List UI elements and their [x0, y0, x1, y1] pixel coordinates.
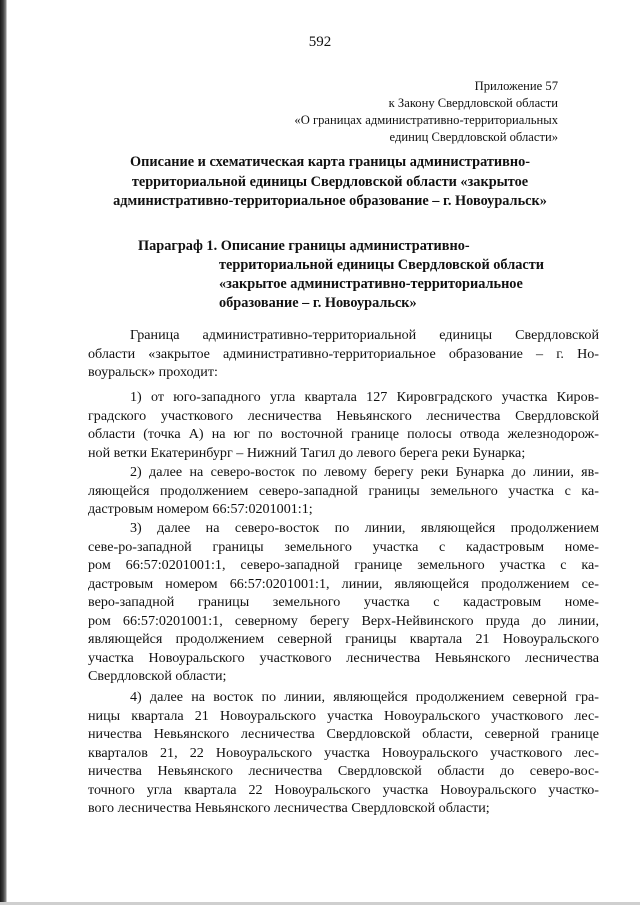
paragraph-line: точного угла квартала 22 Новоуральского участка Новоуральского участко-	[88, 781, 599, 798]
page-number: 592	[308, 34, 332, 50]
appendix-line: к Закону Свердловской области	[388, 96, 558, 110]
document-title	[60, 153, 600, 212]
appendix-reference	[258, 78, 558, 146]
section-heading-line: «закрытое административно-территориальное	[219, 276, 523, 292]
paragraph-item-3	[88, 519, 599, 686]
section-heading-line: образование – г. Новоуральск»	[219, 295, 417, 311]
paragraph-line: дастровым номером 66:57:0201001:1, линии, являющейся продолжением се-	[88, 575, 599, 592]
paragraph-intro	[88, 326, 599, 382]
appendix-line: «О границах административно-территориальных	[294, 113, 558, 127]
appendix-line: единиц Свердловской области»	[389, 130, 558, 144]
paragraph-line: севе-ро-западной границы земельного участка с кадастровым номе-	[88, 538, 599, 555]
paragraph-line: ной ветки Екатеринбург – Нижний Тагил до левого берега реки Бунарка;	[88, 444, 526, 461]
paragraph-line: являющейся продолжением северной границы квартала 21 Новоуральского	[88, 631, 599, 647]
title-line: территориальной единицы Свердловской области «закрытое	[131, 173, 529, 190]
paragraph-line: 1) от юго-западного угла квартала 127 Кировградского участка Киров-	[130, 389, 599, 405]
paragraph-line: области «закрытое административно-территориальное образование – г. Но-	[88, 345, 599, 362]
paragraph-line: веро-западной границы земельного участка с кадастровым номе-	[88, 594, 599, 610]
section-heading	[138, 237, 598, 313]
paragraph-line: ничества Невьянского лесничества Свердловской области до северо-вос-	[88, 763, 599, 779]
paragraph-line: области (точка А) на юг по восточной границе полосы отвода железнодорож-	[88, 426, 599, 442]
paragraph-line: 2) далее на северо-восток по левому берегу реки Бунарка до линии, яв-	[130, 464, 599, 480]
appendix-line: Приложение 57	[474, 79, 558, 93]
paragraph-line: 3) далее на северо-восток по линии, являющейся продолжением	[130, 520, 599, 536]
paragraph-line: дастровым номером 66:57:0201001:1;	[88, 501, 313, 517]
paragraph-item-4	[88, 688, 599, 818]
section-heading-line: Параграф 1. Описание границы административно-	[138, 238, 470, 254]
paragraph-line: участка Новоуральского участкового лесничества Невьянского лесничества	[88, 649, 599, 666]
paragraph-line: Свердловской области;	[88, 668, 227, 684]
paragraph-line: 4) далее на восток по линии, являющейся продолжением северной гра-	[130, 689, 599, 705]
paragraph-line: кварталов 21, 22 Новоуральского участка Новоуральского участкового лес-	[88, 744, 599, 761]
title-line: Описание и схематическая карта границы административно-	[130, 154, 530, 170]
paragraph-line: ляющейся продолжением северо-западной границы земельного участка с ка-	[88, 482, 599, 499]
paragraph-line: ницы квартала 21 Новоуральского участка Новоуральского участкового лес-	[88, 707, 599, 724]
paragraph-line: ничества Невьянского лесничества Свердловской области, северной границе	[88, 726, 599, 742]
paragraph-item-2	[88, 463, 599, 519]
paragraph-line: градского участкового лесничества Невьянского лесничества Свердловской	[88, 407, 599, 424]
paragraph-line: Граница административно-территориальной единицы Свердловской	[130, 327, 599, 343]
paragraph-line: воуральск» проходит:	[88, 364, 218, 380]
section-heading-line: территориальной единицы Свердловской области	[219, 257, 544, 273]
scan-left-edge	[0, 0, 7, 905]
paragraph-line: ром 66:57:0201001:1, северному берегу Верх-Нейвинского пруда до линии,	[88, 612, 599, 629]
paragraph-line: вого лесничества Невьянского лесничества Свердловской области;	[88, 800, 490, 816]
title-line: административно-территориальное образование – г. Новоуральск»	[113, 193, 547, 209]
paragraph-item-1	[88, 388, 599, 462]
paragraph-line: ром 66:57:0201001:1, северо-западной границе земельного участка с ка-	[88, 557, 599, 573]
